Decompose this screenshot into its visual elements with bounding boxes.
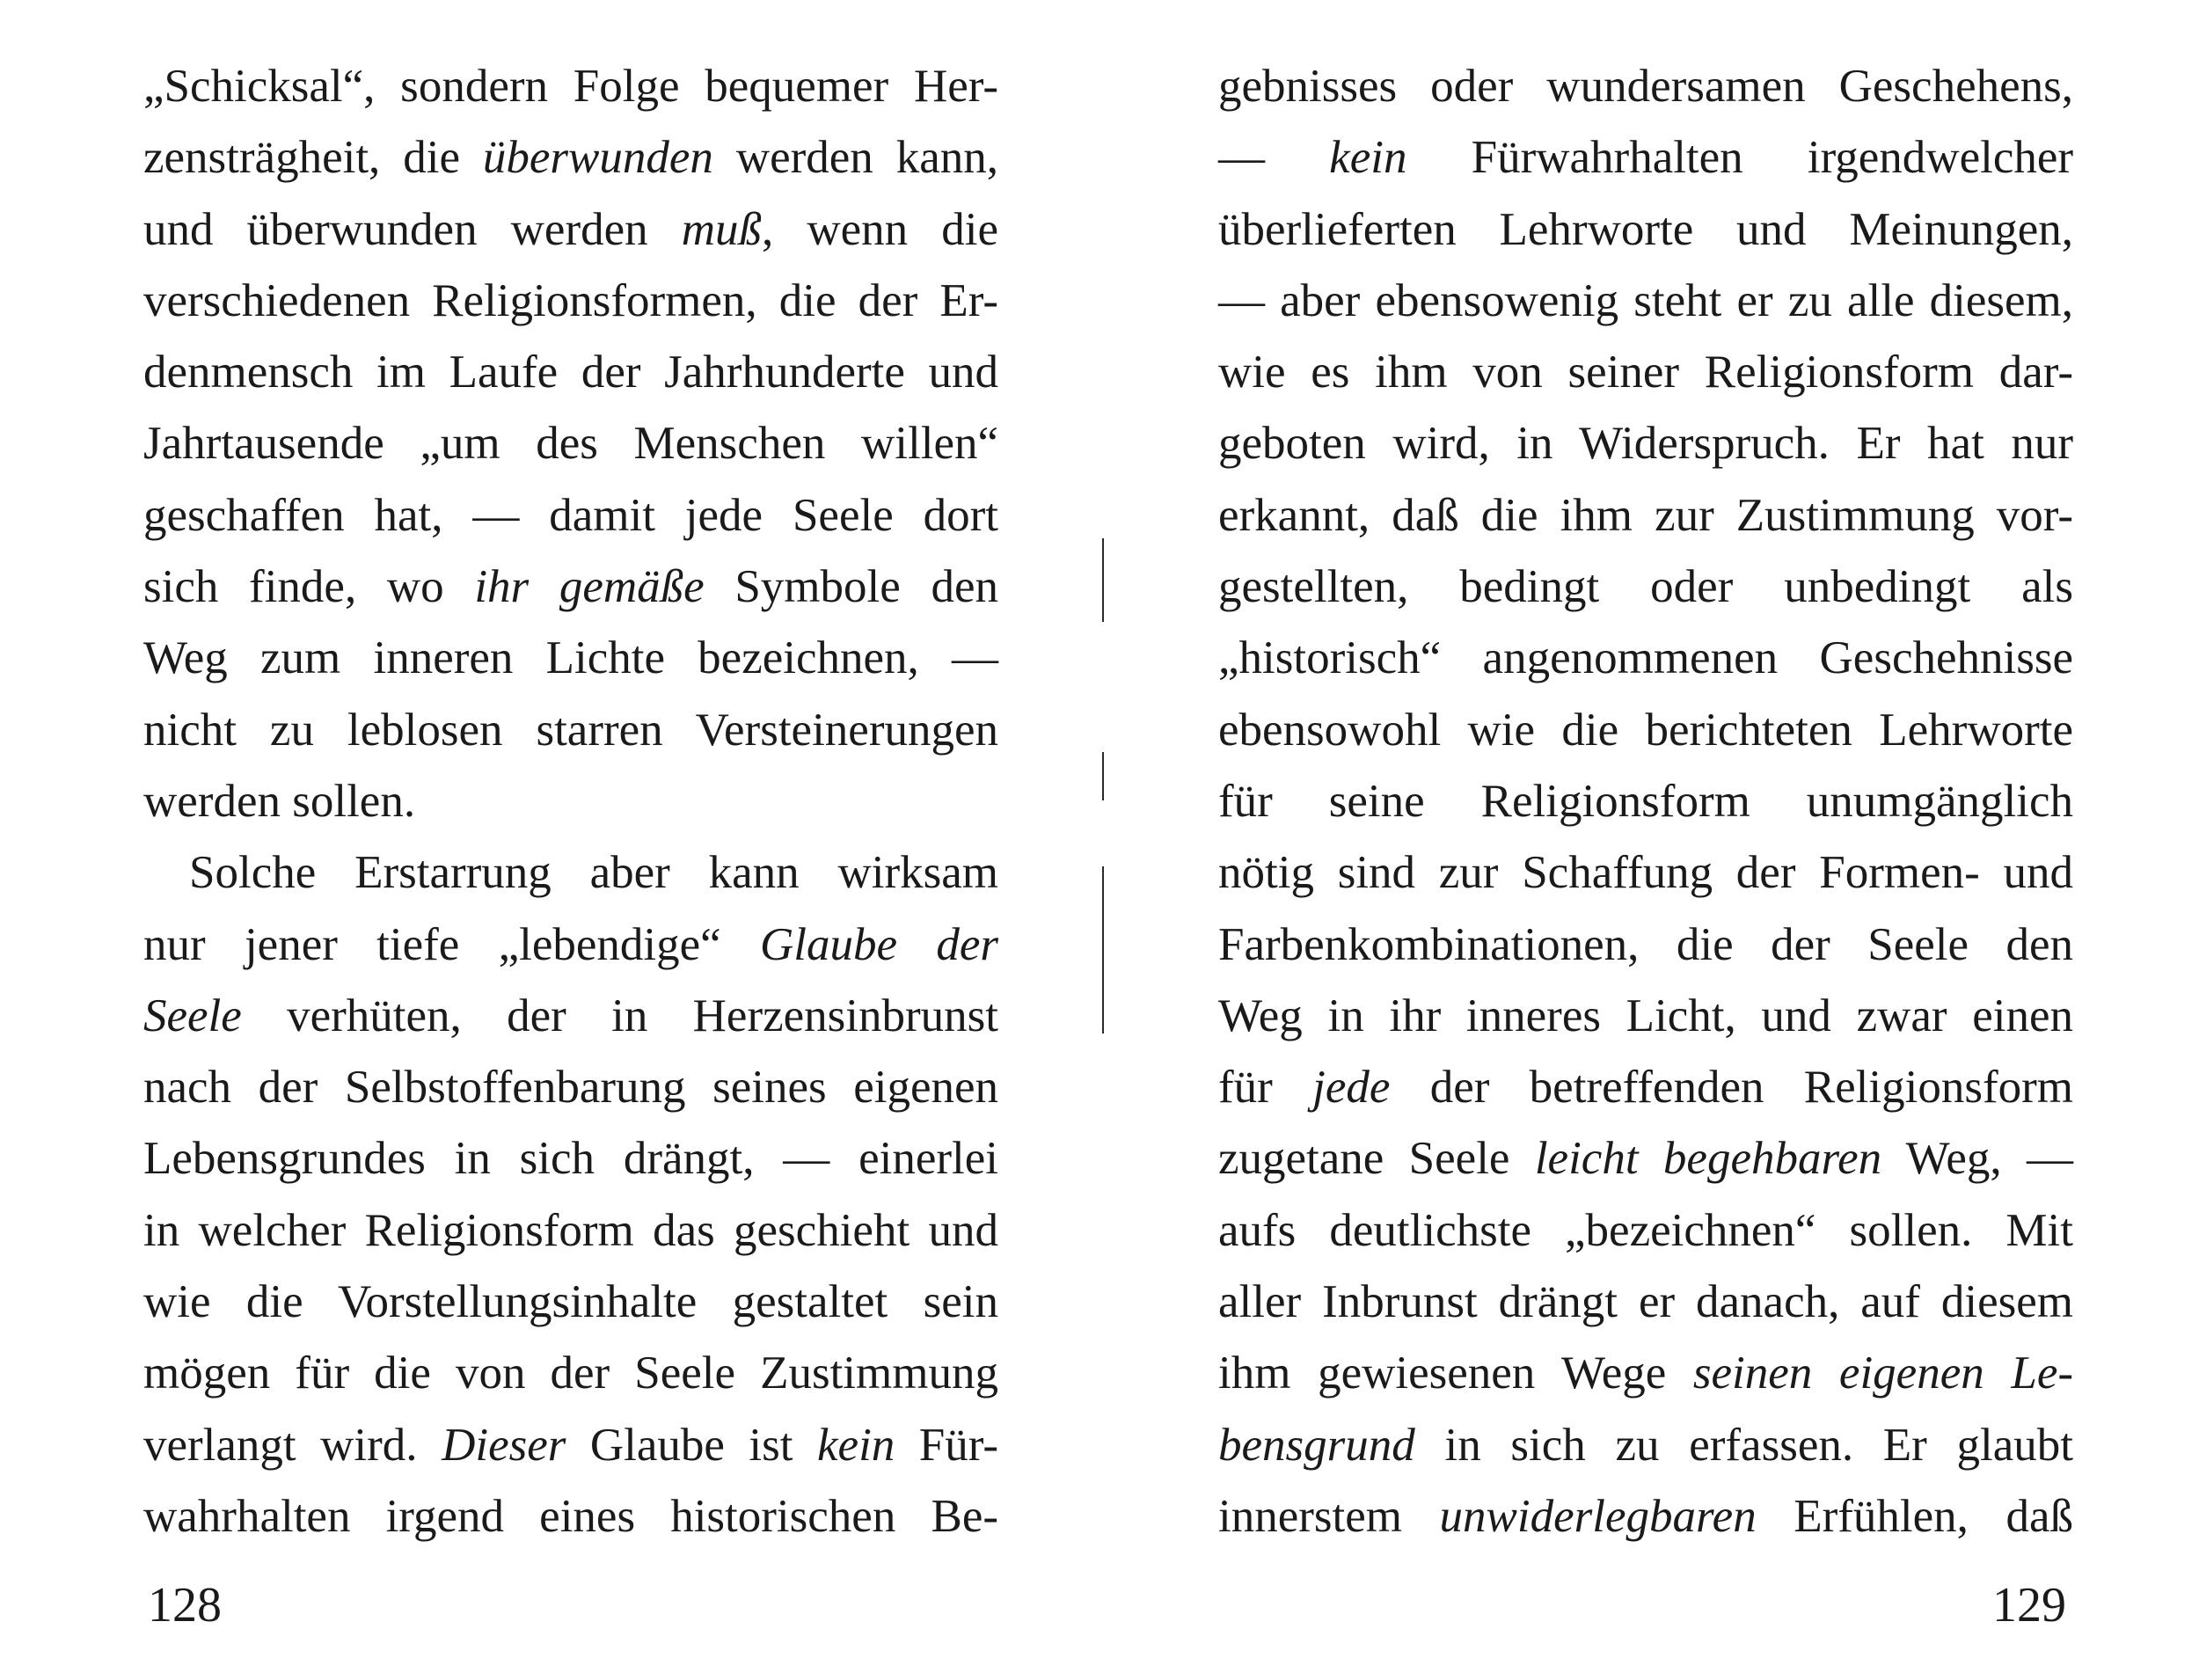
text-line: verlangt wird. Dieser Glaube ist kein Für- — [143, 1419, 999, 1471]
text-line: wie es ihm von seiner Religionsform dar- — [1218, 347, 2073, 398]
page-number-right: 129 — [1992, 1578, 2066, 1633]
text-line: und überwunden werden muß, wenn die — [143, 203, 998, 255]
text-line: Farbenkombinationen, die der Seele den — [1218, 918, 2073, 970]
text-line: erkannt, daß die ihm zur Zustimmung vor- — [1218, 489, 2073, 541]
text-line: — kein Fürwahrhalten irgendwelcher — [1218, 132, 2074, 184]
text-line: ebensowohl wie die berichteten Lehrworte — [1218, 704, 2073, 756]
text-line: Weg zum inneren Lichte bezeichnen, — — [143, 632, 998, 684]
right-page-text — [1218, 51, 2073, 1552]
text-line: zensträgheit, die überwunden werden kann, — [143, 132, 999, 184]
text-line: Jahrtausende „um des Menschen willen“ — [143, 418, 998, 470]
text-line: überlieferten Lehrworte und Meinungen, — [1218, 203, 2073, 255]
text-line: für seine Religionsform unumgänglich — [1218, 775, 2073, 827]
text-line: Weg in ihr inneres Licht, und zwar einen — [1218, 990, 2073, 1041]
text-line: — aber ebensowenig steht er zu alle diesem, — [1218, 274, 2073, 326]
paragraph-end-line: werden sollen. — [143, 775, 416, 827]
text-line: in welcher Religionsform das geschieht und — [143, 1204, 998, 1256]
text-line: mögen für die von der Seele Zustimmung — [143, 1348, 998, 1399]
gutter-mark — [1102, 538, 1104, 622]
page-number-left: 128 — [148, 1578, 222, 1633]
text-line: Seele verhüten, der in Herzensinbrunst — [143, 990, 998, 1041]
text-line: aller Inbrunst drängt er danach, auf diesem — [1218, 1276, 2073, 1328]
text-line: wahrhalten irgend eines historischen Be- — [143, 1490, 998, 1542]
gutter-mark — [1102, 866, 1104, 1034]
text-line: nötig sind zur Schaffung der Formen- und — [1218, 847, 2073, 899]
text-line: bensgrund in sich zu erfassen. Er glaubt — [1218, 1419, 2073, 1471]
text-line: „Schicksal“, sondern Folge bequemer Her- — [143, 61, 998, 112]
text-line: Lebensgrundes in sich drängt, — einerlei — [143, 1133, 998, 1185]
gutter-mark — [1102, 752, 1104, 800]
text-line: nur jener tiefe „lebendige“ Glaube der — [143, 918, 998, 970]
paragraph-start-line: Solche Erstarrung aber kann wirksam — [189, 847, 998, 899]
text-line: nicht zu leblosen starren Versteinerungen — [143, 704, 998, 756]
text-line: gebnisses oder wundersamen Geschehens, — [1218, 61, 2073, 112]
text-line: innerstem unwiderlegbaren Erfühlen, daß — [1218, 1490, 2073, 1542]
text-line: geschaffen hat, — damit jede Seele dort — [143, 489, 998, 541]
text-line: für jede der betreffenden Religionsform — [1218, 1062, 2073, 1114]
text-line: sich finde, wo ihr gemäße Symbole den — [143, 561, 998, 613]
text-line: aufs deutlichste „bezeichnen“ sollen. Mit — [1218, 1204, 2073, 1256]
text-line: denmensch im Laufe der Jahrhunderte und — [143, 347, 998, 398]
text-line: wie die Vorstellungsinhalte gestaltet sein — [143, 1276, 998, 1328]
text-line: zugetane Seele leicht begehbaren Weg, — — [1218, 1133, 2073, 1185]
text-line: ihm gewiesenen Wege seinen eigenen Le- — [1218, 1348, 2073, 1399]
text-line: verschiedenen Religionsformen, die der Er- — [143, 274, 998, 326]
text-line: geboten wird, in Widerspruch. Er hat nur — [1218, 418, 2073, 470]
text-line: gestellten, bedingt oder unbedingt als — [1218, 561, 2073, 613]
left-page-text — [143, 51, 998, 1552]
text-line: nach der Selbstoffenbarung seines eigenen — [143, 1062, 998, 1114]
text-line: „historisch“ angenommenen Geschehnisse — [1218, 632, 2073, 684]
